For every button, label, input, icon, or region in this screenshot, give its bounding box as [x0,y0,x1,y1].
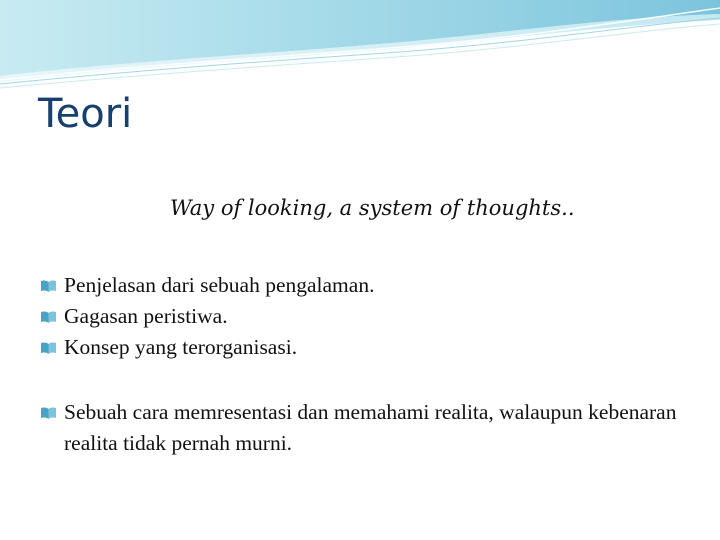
open-book-icon [40,406,57,420]
bullet-text: Konsep yang terorganisasi. [64,335,298,359]
bullet-item [40,301,700,332]
bullet-item [40,332,700,363]
bullet-text: Sebuah cara memresentasi dan memahami realita, walaupun kebenaran realita tidak pernah murni. [64,400,677,455]
header-wave-decoration [0,0,720,100]
bullet-text: Penjelasan dari sebuah pengalaman. [64,273,375,297]
bullet-text: Gagasan peristiwa. [64,304,228,328]
bullet-list [40,270,700,459]
bullet-item [40,397,704,459]
slide-title: Teori [38,91,133,137]
open-book-icon [40,341,57,355]
slide-subtitle: Way of looking, a system of thoughts.. [170,196,575,220]
bullet-item [40,270,700,301]
open-book-icon [40,310,57,324]
open-book-icon [40,279,57,293]
